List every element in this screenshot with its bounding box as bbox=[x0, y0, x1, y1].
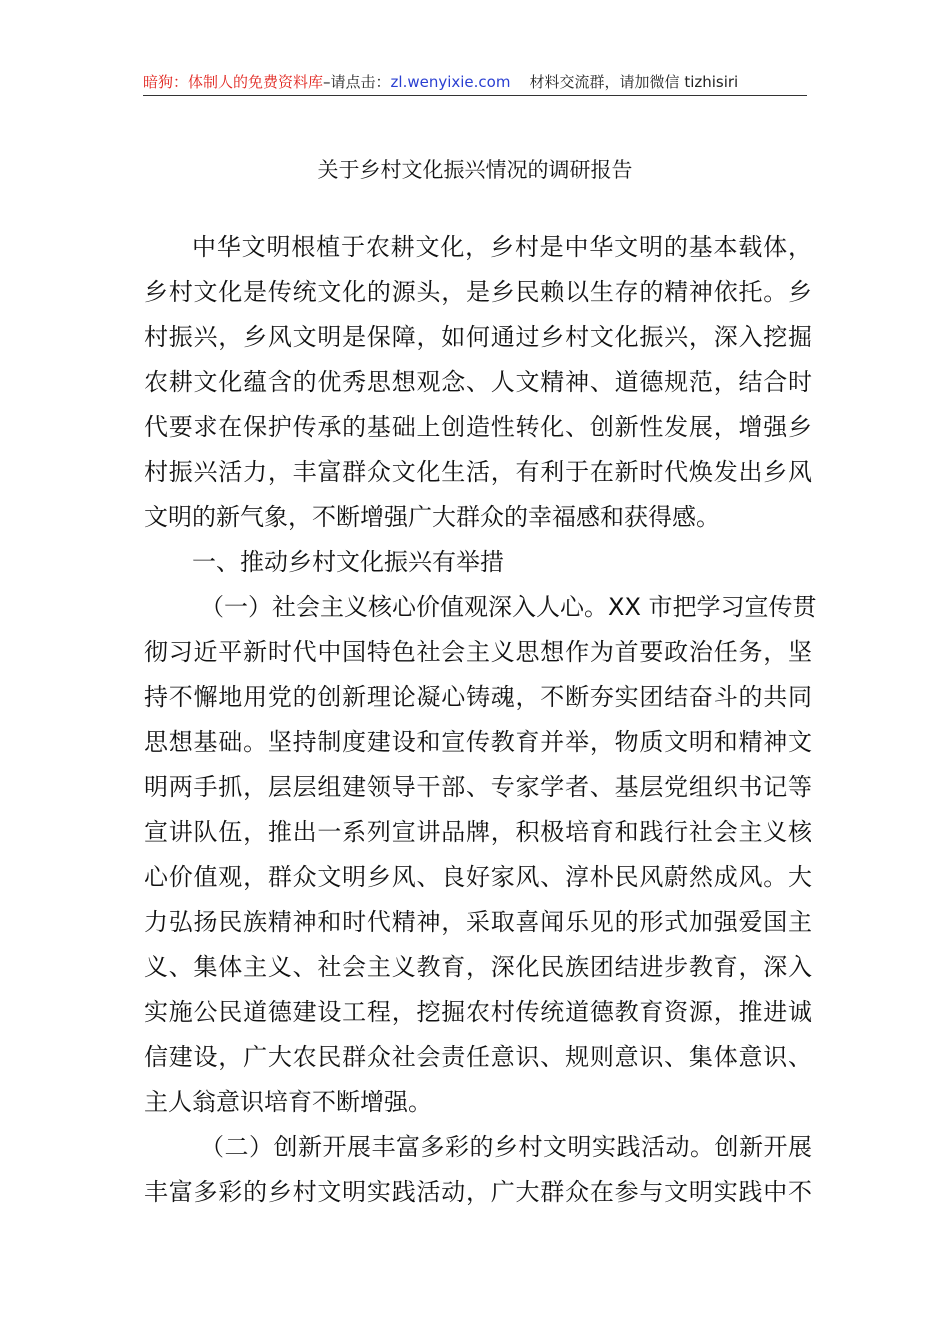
intro-line-7: 文明的新气象，不断增强广大群众的幸福感和获得感。 bbox=[144, 503, 720, 531]
header-brand: 暗狗：体制人的免费资料库 bbox=[143, 73, 324, 91]
intro-line-5: 代要求在保护传承的基础上创造性转化、创新性发展，增强乡 bbox=[144, 413, 812, 441]
subsection1-line-9: 义、集体主义、社会主义教育，深化民族团结进步教育，深入 bbox=[144, 953, 812, 981]
page-header bbox=[143, 70, 807, 94]
subsection1-line-3: 持不懈地用党的创新理论凝心铸魂，不断夯实团结奋斗的共同 bbox=[144, 683, 812, 711]
subsection1-line-10: 实施公民道德建设工程，挖掘农村传统道德教育资源，推进诚 bbox=[144, 998, 812, 1026]
document-title: 关于乡村文化振兴情况的调研报告 bbox=[317, 158, 633, 182]
header-wechat-text: 材料交流群，请加微信 tizhisiri bbox=[529, 73, 739, 91]
document-body bbox=[144, 225, 817, 1215]
intro-line-2: 乡村文化是传统文化的源头，是乡民赖以生存的精神依托。乡 bbox=[144, 278, 812, 306]
subsection1-line-6: 宣讲队伍，推出一系列宣讲品牌，积极培育和践行社会主义核 bbox=[144, 818, 812, 846]
subsection1-line-7: 心价值观，群众文明乡风、良好家风、淳朴民风蔚然成风。大 bbox=[144, 863, 812, 891]
subsection2-line-2: 丰富多彩的乡村文明实践活动，广大群众在参与文明实践中不 bbox=[144, 1178, 812, 1206]
subsection1-line-1: （一）社会主义核心价值观深入人心。XX 市把学习宣传贯 bbox=[200, 593, 817, 621]
header-url-link[interactable]: zl.wenyixie.com bbox=[390, 73, 511, 91]
header-wechat bbox=[510, 73, 738, 91]
intro-line-3: 村振兴，乡风文明是保障，如何通过乡村文化振兴，深入挖掘 bbox=[144, 323, 812, 351]
intro-line-4: 农耕文化蕴含的优秀思想观念、人文精神、道德规范，结合时 bbox=[144, 368, 812, 396]
subsection1-line-5: 明两手抓，层层组建领导干部、专家学者、基层党组织书记等 bbox=[144, 773, 812, 801]
subsection2-line-1: （二）创新开展丰富多彩的乡村文明实践活动。创新开展 bbox=[200, 1133, 812, 1161]
subsection1-line-4: 思想基础。坚持制度建设和宣传教育并举，物质文明和精神文 bbox=[144, 728, 812, 756]
subsection1-line-8: 力弘扬民族精神和时代精神，采取喜闻乐见的形式加强爱国主 bbox=[144, 908, 812, 936]
subsection1-line-2: 彻习近平新时代中国特色社会主义思想作为首要政治任务，坚 bbox=[144, 638, 812, 666]
intro-line-1: 中华文明根植于农耕文化，乡村是中华文明的基本载体， bbox=[192, 233, 812, 261]
header-click-prefix: –请点击： bbox=[323, 73, 391, 91]
section1-heading: 一、推动乡村文化振兴有举措 bbox=[192, 548, 504, 576]
subsection1-line-11: 信建设，广大农民群众社会责任意识、规则意识、集体意识、 bbox=[144, 1043, 812, 1071]
subsection1-line-12: 主人翁意识培育不断增强。 bbox=[144, 1088, 432, 1116]
header-divider bbox=[143, 95, 807, 96]
intro-line-6: 村振兴活力，丰富群众文化生活，有利于在新时代焕发出乡风 bbox=[144, 458, 812, 486]
